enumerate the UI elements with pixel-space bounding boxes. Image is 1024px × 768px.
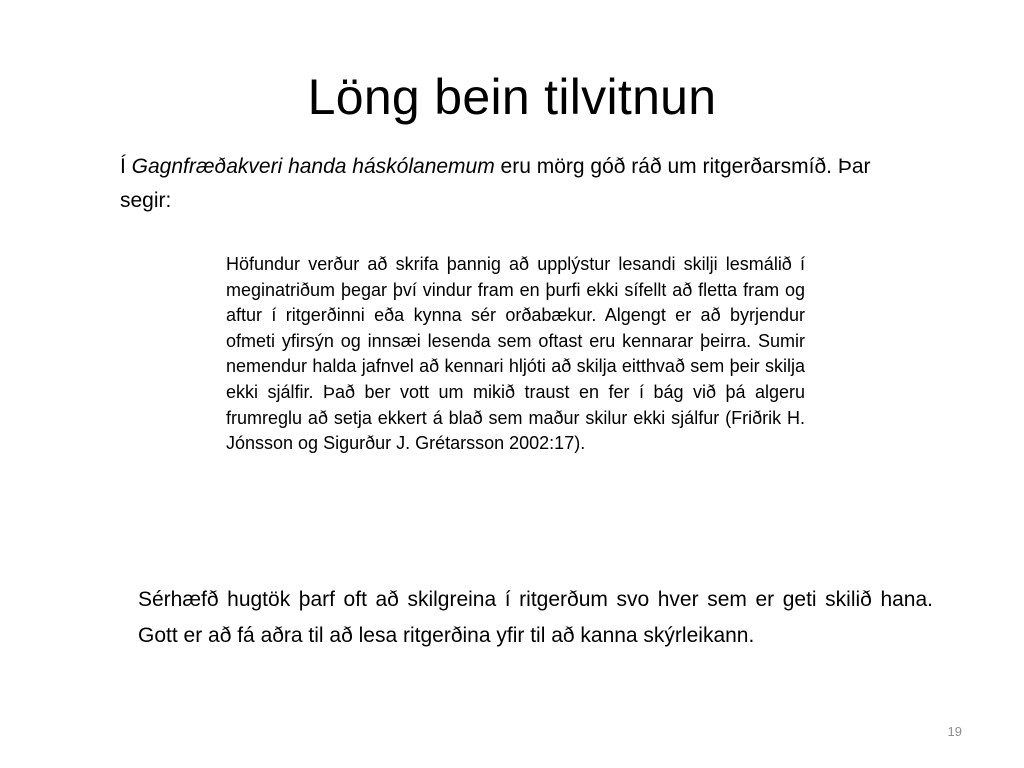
page-number: 19 <box>947 724 962 739</box>
intro-prefix: Í <box>120 155 132 178</box>
book-title: Gagnfræðakveri handa háskólanemum <box>131 155 495 178</box>
intro-paragraph <box>120 150 880 218</box>
block-quote: Höfundur verður að skrifa þannig að upplýstur lesandi skilji lesmálið í meginatriðum þegar því vindur fram en þurfi ekki sífellt að fletta fram og aftur í ritgerðinni eða kynna sér orðabækur. Algengt er að byrjendur ofmeti yfirsýn og innsæi lesenda sem oftast eru kennarar þeirra. Sumir nemendur halda jafnvel að kennari hljóti að skilja eitthvað sem þeir skilja ekki sjálfir. Það ber vott um mikið traust en fer í bág við þá algeru frumreglu að setja ekkert á blað sem maður skilur ekki sjálfur (Friðrik H. Jónsson og Sigurður J. Grétarsson 2002:17). <box>226 254 805 454</box>
closing-paragraph: Sérhæfð hugtök þarf oft að skilgreina í ritgerðum svo hver sem er geti skilið hana. Gott er að fá aðra til að lesa ritgerðina yfir til að kanna skýrleikann. <box>138 588 933 647</box>
slide-title: Löng bein tilvitnun <box>307 69 717 125</box>
intro-suffix: eru mörg góð ráð um ritgerðarsmíð. Þar segir: <box>120 155 871 212</box>
